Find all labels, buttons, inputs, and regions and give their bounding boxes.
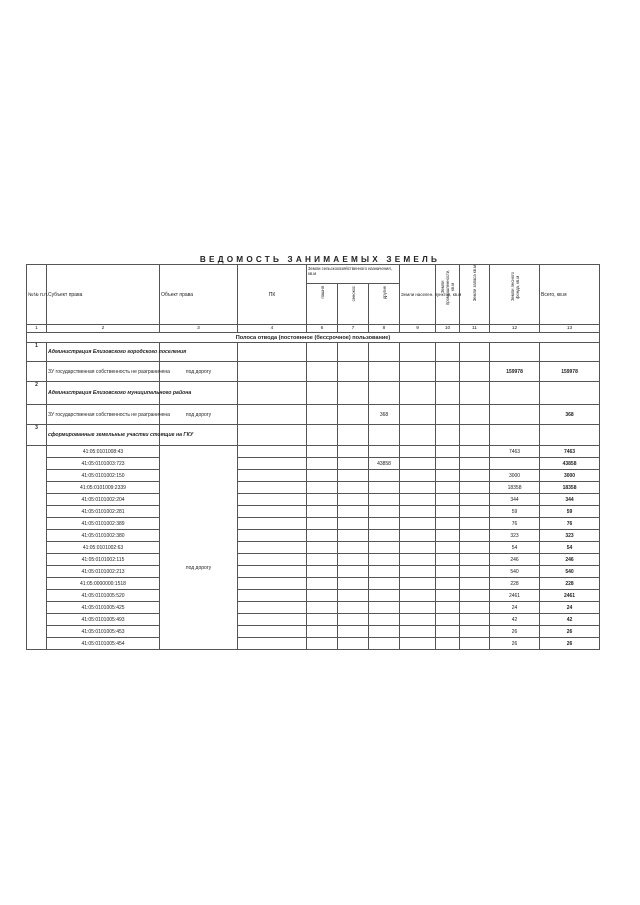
parcel-hayfield bbox=[338, 566, 369, 578]
parcel-hayfield bbox=[338, 494, 369, 506]
parcel-hayfield bbox=[338, 602, 369, 614]
parcel-industry bbox=[436, 446, 460, 458]
parcel-settlement bbox=[400, 590, 436, 602]
parcel-total: 24 bbox=[540, 602, 600, 614]
parcel-industry bbox=[436, 518, 460, 530]
org2-name: Администрация Елизовского муниципального района bbox=[47, 382, 160, 405]
parcel-hayfield bbox=[338, 626, 369, 638]
parcel-id: 41:05:0101005:454 bbox=[47, 638, 160, 650]
parcel-total: 59 bbox=[540, 506, 600, 518]
org1-num: 1 bbox=[27, 343, 47, 362]
parcel-arable bbox=[307, 638, 338, 650]
header-industry: Земли промышленности, кв.м bbox=[440, 269, 456, 305]
parcel-forest: 59 bbox=[490, 506, 540, 518]
parcel-pk bbox=[238, 446, 307, 458]
table-row bbox=[27, 638, 600, 650]
parcel-pk bbox=[238, 530, 307, 542]
parcel-arable bbox=[307, 458, 338, 470]
header-agri-label: Земли сельскохозяйственного назначения, кв.м bbox=[307, 265, 399, 284]
parcel-total: 18358 bbox=[540, 482, 600, 494]
parcel-reserve bbox=[460, 482, 490, 494]
table-row bbox=[27, 494, 600, 506]
header-hayfield: сенокос bbox=[350, 286, 356, 302]
parcel-settlement bbox=[400, 530, 436, 542]
parcel-reserve bbox=[460, 458, 490, 470]
parcel-other bbox=[369, 494, 400, 506]
parcel-settlement bbox=[400, 458, 436, 470]
parcel-settlement bbox=[400, 602, 436, 614]
parcel-pk bbox=[238, 638, 307, 650]
table-row bbox=[27, 626, 600, 638]
parcel-total: 2461 bbox=[540, 590, 600, 602]
parcel-id: 41:05:0101002:213 bbox=[47, 566, 160, 578]
org2-subject: ЗУ государственная собственность не разграничена bbox=[47, 405, 160, 425]
parcel-id: 41:05:0101002:204 bbox=[47, 494, 160, 506]
parcel-hayfield bbox=[338, 638, 369, 650]
col-num-10: 10 bbox=[436, 325, 460, 333]
parcel-arable bbox=[307, 494, 338, 506]
parcel-industry bbox=[436, 530, 460, 542]
parcel-id: 41:05:0101002:63 bbox=[47, 542, 160, 554]
parcel-arable bbox=[307, 530, 338, 542]
header-row bbox=[27, 265, 600, 325]
col-num-11: 11 bbox=[460, 325, 490, 333]
table-row bbox=[27, 530, 600, 542]
parcel-industry bbox=[436, 626, 460, 638]
parcel-reserve bbox=[460, 614, 490, 626]
parcel-arable bbox=[307, 554, 338, 566]
parcel-hayfield bbox=[338, 530, 369, 542]
header-object: Объект права bbox=[160, 265, 238, 325]
parcel-total: 540 bbox=[540, 566, 600, 578]
parcel-forest bbox=[490, 458, 540, 470]
parcel-other bbox=[369, 626, 400, 638]
parcel-id: 41:05:0101002:115 bbox=[47, 554, 160, 566]
org1-forest: 159978 bbox=[490, 362, 540, 382]
parcel-other bbox=[369, 638, 400, 650]
parcel-id: 41:05:0101008:43 bbox=[47, 446, 160, 458]
parcel-forest: 344 bbox=[490, 494, 540, 506]
parcel-forest: 228 bbox=[490, 578, 540, 590]
parcel-num-cell bbox=[27, 446, 47, 650]
parcel-arable bbox=[307, 578, 338, 590]
header-pk: ПК bbox=[238, 265, 307, 325]
land-table bbox=[26, 264, 600, 650]
table-row bbox=[27, 518, 600, 530]
header-settlement: Земли населен. пунктов, кв.м bbox=[400, 265, 436, 325]
parcel-settlement bbox=[400, 470, 436, 482]
header-other: другие bbox=[381, 286, 387, 300]
parcel-reserve bbox=[460, 602, 490, 614]
parcel-hayfield bbox=[338, 614, 369, 626]
table-body bbox=[27, 265, 600, 650]
header-forest: Земли лесного фонда, кв.м bbox=[509, 272, 520, 302]
parcel-reserve bbox=[460, 530, 490, 542]
parcel-settlement bbox=[400, 578, 436, 590]
parcel-pk bbox=[238, 554, 307, 566]
parcel-reserve bbox=[460, 518, 490, 530]
col-num-8: 8 bbox=[369, 325, 400, 333]
table-row bbox=[27, 590, 600, 602]
parcel-industry bbox=[436, 638, 460, 650]
parcel-other bbox=[369, 614, 400, 626]
col-num-13: 13 bbox=[540, 325, 600, 333]
parcel-other bbox=[369, 566, 400, 578]
table-row bbox=[27, 602, 600, 614]
parcel-pk bbox=[238, 614, 307, 626]
col-num-1: 1 bbox=[27, 325, 47, 333]
parcel-hayfield bbox=[338, 554, 369, 566]
parcel-forest: 7463 bbox=[490, 446, 540, 458]
parcel-other bbox=[369, 482, 400, 494]
parcel-other bbox=[369, 518, 400, 530]
parcel-id: 41:05:0101005:453 bbox=[47, 626, 160, 638]
parcel-reserve bbox=[460, 470, 490, 482]
parcel-other bbox=[369, 542, 400, 554]
parcel-total: 26 bbox=[540, 626, 600, 638]
parcel-other bbox=[369, 590, 400, 602]
table-row bbox=[27, 506, 600, 518]
table-row bbox=[27, 482, 600, 494]
parcel-settlement bbox=[400, 626, 436, 638]
parcel-industry bbox=[436, 494, 460, 506]
parcel-pk bbox=[238, 482, 307, 494]
parcel-industry bbox=[436, 542, 460, 554]
table-row bbox=[27, 458, 600, 470]
parcel-forest: 24 bbox=[490, 602, 540, 614]
parcel-total: 7463 bbox=[540, 446, 600, 458]
parcel-arable bbox=[307, 446, 338, 458]
parcel-forest: 76 bbox=[490, 518, 540, 530]
parcel-total: 76 bbox=[540, 518, 600, 530]
parcel-arable bbox=[307, 506, 338, 518]
parcel-reserve bbox=[460, 542, 490, 554]
parcel-hayfield bbox=[338, 590, 369, 602]
parcel-total: 228 bbox=[540, 578, 600, 590]
org3-name: сформированные земельные участки стоящие на ГКУ bbox=[47, 425, 160, 446]
parcel-reserve bbox=[460, 578, 490, 590]
parcel-total: 344 bbox=[540, 494, 600, 506]
parcel-hayfield bbox=[338, 506, 369, 518]
parcel-industry bbox=[436, 482, 460, 494]
parcel-total: 54 bbox=[540, 542, 600, 554]
parcel-arable bbox=[307, 602, 338, 614]
section-row bbox=[27, 333, 600, 343]
org2-subject-row bbox=[27, 405, 600, 425]
table-row bbox=[27, 554, 600, 566]
parcel-hayfield bbox=[338, 542, 369, 554]
parcel-other bbox=[369, 506, 400, 518]
parcel-other: 43858 bbox=[369, 458, 400, 470]
parcel-pk bbox=[238, 458, 307, 470]
parcel-id: 41:05:0101002:281 bbox=[47, 506, 160, 518]
parcel-reserve bbox=[460, 506, 490, 518]
parcel-forest: 54 bbox=[490, 542, 540, 554]
parcel-pk bbox=[238, 518, 307, 530]
org1-subject-row bbox=[27, 362, 600, 382]
parcel-id: 41:05:0101009:2339 bbox=[47, 482, 160, 494]
parcel-total: 42 bbox=[540, 614, 600, 626]
parcel-pk bbox=[238, 542, 307, 554]
parcel-industry bbox=[436, 602, 460, 614]
table-row bbox=[27, 578, 600, 590]
parcel-forest: 18358 bbox=[490, 482, 540, 494]
parcel-settlement bbox=[400, 506, 436, 518]
org3-num: 3 bbox=[27, 425, 47, 446]
parcel-settlement bbox=[400, 542, 436, 554]
parcel-other bbox=[369, 578, 400, 590]
parcel-reserve bbox=[460, 446, 490, 458]
parcel-total: 26 bbox=[540, 638, 600, 650]
parcel-other bbox=[369, 602, 400, 614]
parcel-id: 41:05:0101005:520 bbox=[47, 590, 160, 602]
org1-subject: ЗУ государственная собственность не разграничена bbox=[47, 362, 160, 382]
org1-name: Администрация Елизовского городского поселения bbox=[47, 343, 160, 362]
parcel-other bbox=[369, 470, 400, 482]
parcel-pk bbox=[238, 506, 307, 518]
parcel-settlement bbox=[400, 494, 436, 506]
parcel-forest: 26 bbox=[490, 626, 540, 638]
header-arable: пашня bbox=[319, 286, 325, 299]
parcel-settlement bbox=[400, 518, 436, 530]
parcel-arable bbox=[307, 590, 338, 602]
parcel-settlement bbox=[400, 446, 436, 458]
org2-other: 368 bbox=[369, 405, 400, 425]
parcel-hayfield bbox=[338, 518, 369, 530]
page-title: ВЕДОМОСТЬ ЗАНИМАЕМЫХ ЗЕМЕЛЬ bbox=[199, 255, 441, 264]
col-num-12: 12 bbox=[490, 325, 540, 333]
parcel-industry bbox=[436, 458, 460, 470]
parcel-other bbox=[369, 554, 400, 566]
parcel-pk bbox=[238, 626, 307, 638]
table-row bbox=[27, 446, 600, 458]
parcel-hayfield bbox=[338, 446, 369, 458]
parcel-object: под дорогу bbox=[160, 446, 238, 650]
parcel-id: 41:05:0101002:389 bbox=[47, 518, 160, 530]
parcel-industry bbox=[436, 578, 460, 590]
table-row bbox=[27, 470, 600, 482]
parcel-pk bbox=[238, 590, 307, 602]
parcel-forest: 540 bbox=[490, 566, 540, 578]
table-row bbox=[27, 542, 600, 554]
parcel-forest: 26 bbox=[490, 638, 540, 650]
parcel-settlement bbox=[400, 482, 436, 494]
parcel-forest: 2461 bbox=[490, 590, 540, 602]
header-subject: Субъект права bbox=[47, 265, 160, 325]
org1-object: под дорогу bbox=[160, 362, 238, 382]
parcel-settlement bbox=[400, 638, 436, 650]
parcel-industry bbox=[436, 590, 460, 602]
parcel-hayfield bbox=[338, 470, 369, 482]
table-row bbox=[27, 614, 600, 626]
parcel-industry bbox=[436, 614, 460, 626]
parcel-id: 41:05:0101002:150 bbox=[47, 470, 160, 482]
parcel-id: 41:05:0000000:1518 bbox=[47, 578, 160, 590]
parcel-settlement bbox=[400, 614, 436, 626]
table-row bbox=[27, 566, 600, 578]
col-num-2: 2 bbox=[47, 325, 160, 333]
parcel-arable bbox=[307, 518, 338, 530]
parcel-id: 41:05:0101005:493 bbox=[47, 614, 160, 626]
parcel-pk bbox=[238, 566, 307, 578]
parcel-arable bbox=[307, 470, 338, 482]
parcel-id: 41:05:0101003:723 bbox=[47, 458, 160, 470]
parcel-reserve bbox=[460, 638, 490, 650]
parcel-reserve bbox=[460, 494, 490, 506]
parcel-hayfield bbox=[338, 458, 369, 470]
parcel-pk bbox=[238, 602, 307, 614]
parcel-industry bbox=[436, 566, 460, 578]
org2-total: 368 bbox=[540, 405, 600, 425]
col-num-4: 4 bbox=[238, 325, 307, 333]
parcel-forest: 3000 bbox=[490, 470, 540, 482]
parcel-hayfield bbox=[338, 578, 369, 590]
header-total: Всего, кв.м bbox=[540, 265, 600, 325]
parcel-settlement bbox=[400, 554, 436, 566]
parcel-forest: 42 bbox=[490, 614, 540, 626]
header-agri-group bbox=[307, 265, 400, 325]
org3-row bbox=[27, 425, 600, 446]
parcel-arable bbox=[307, 614, 338, 626]
parcel-industry bbox=[436, 470, 460, 482]
parcel-reserve bbox=[460, 626, 490, 638]
parcel-pk bbox=[238, 494, 307, 506]
org2-row bbox=[27, 382, 600, 405]
parcel-total: 323 bbox=[540, 530, 600, 542]
parcel-forest: 246 bbox=[490, 554, 540, 566]
header-num: №№ п.п. bbox=[27, 265, 47, 325]
parcel-other bbox=[369, 530, 400, 542]
parcel-settlement bbox=[400, 566, 436, 578]
parcel-total: 246 bbox=[540, 554, 600, 566]
parcel-arable bbox=[307, 542, 338, 554]
parcel-id: 41:05:0101005:425 bbox=[47, 602, 160, 614]
org2-object: под дорогу bbox=[160, 405, 238, 425]
parcel-pk bbox=[238, 470, 307, 482]
col-num-9: 9 bbox=[400, 325, 436, 333]
org1-row bbox=[27, 343, 600, 362]
org2-num: 2 bbox=[27, 382, 47, 405]
col-num-7: 7 bbox=[338, 325, 369, 333]
parcel-reserve bbox=[460, 590, 490, 602]
parcel-industry bbox=[436, 506, 460, 518]
parcel-total: 43858 bbox=[540, 458, 600, 470]
parcel-arable bbox=[307, 482, 338, 494]
parcel-arable bbox=[307, 566, 338, 578]
parcel-other bbox=[369, 446, 400, 458]
parcel-reserve bbox=[460, 566, 490, 578]
section-title: Полоса отвода (постоянное (бессрочное) пользование) bbox=[27, 333, 600, 343]
parcel-arable bbox=[307, 626, 338, 638]
parcel-pk bbox=[238, 578, 307, 590]
parcel-hayfield bbox=[338, 482, 369, 494]
parcel-id: 41:05:0101002:380 bbox=[47, 530, 160, 542]
parcel-forest: 323 bbox=[490, 530, 540, 542]
col-num-6: 6 bbox=[307, 325, 338, 333]
parcel-industry bbox=[436, 554, 460, 566]
parcel-reserve bbox=[460, 554, 490, 566]
org1-total: 159978 bbox=[540, 362, 600, 382]
col-num-3: 3 bbox=[160, 325, 238, 333]
header-reserve: Земли запаса кв.м bbox=[472, 265, 478, 302]
parcel-total: 3000 bbox=[540, 470, 600, 482]
column-numbers-row bbox=[27, 325, 600, 333]
